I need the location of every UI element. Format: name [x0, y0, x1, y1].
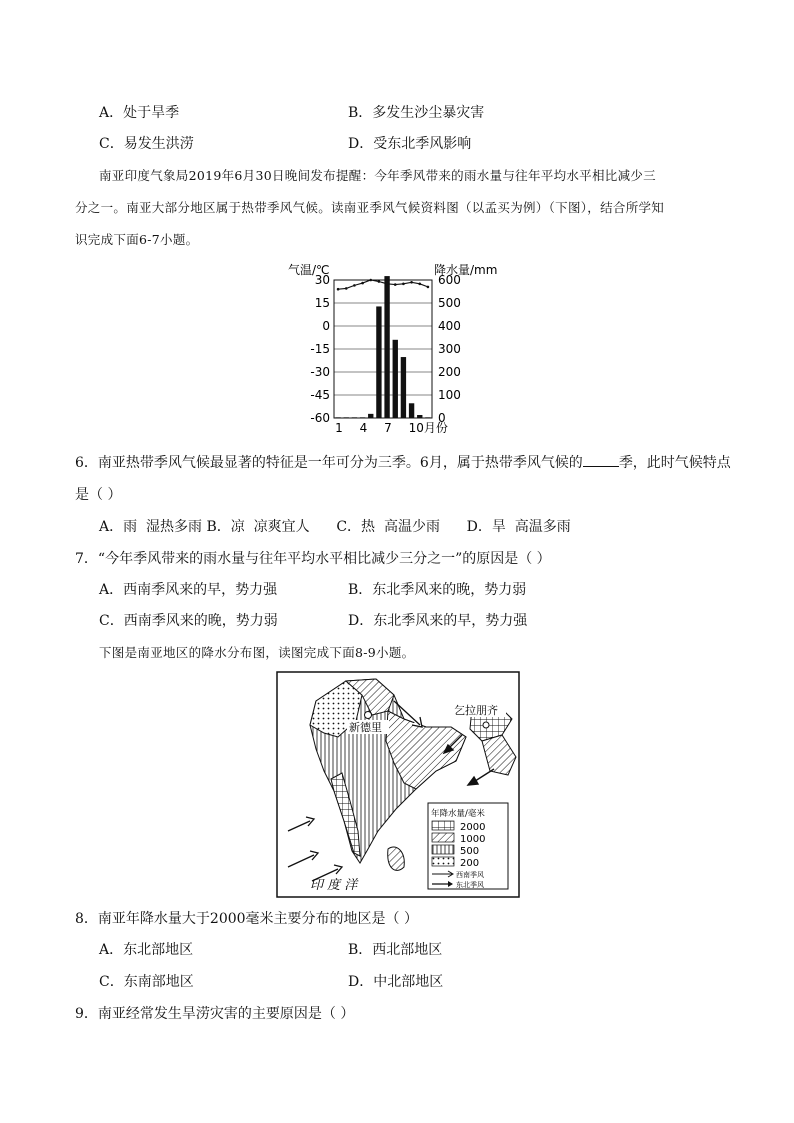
chart-x-tick: 1 — [335, 421, 343, 435]
chart-left-axis-label: 气温/℃ — [288, 263, 330, 277]
legend-200: 200 — [460, 858, 480, 869]
precipitation-bar — [360, 417, 365, 418]
chart-right-tick: 100 — [438, 388, 461, 402]
chart-left-tick: -45 — [310, 388, 330, 402]
chart-right-axis-label: 降水量/mm — [434, 263, 498, 277]
temperature-point — [353, 284, 356, 287]
temperature-point — [378, 280, 381, 283]
q5-option-b: B．多发生沙尘暴灾害 — [348, 105, 485, 121]
temperature-point — [427, 286, 430, 289]
precipitation-bar — [401, 357, 406, 418]
chart-left-tick: -30 — [310, 365, 330, 379]
chart-left-tick: -60 — [310, 411, 330, 425]
q8-option-c: C．东南部地区 — [99, 974, 194, 990]
intro-line-3: 识完成下面6-7小题。 — [75, 232, 199, 247]
chart-x-tick: 4 — [359, 421, 368, 435]
legend-sw-monsoon: 西南季风 — [456, 871, 484, 879]
precipitation-bar — [393, 340, 398, 418]
intro-line-2: 分之一。南亚大部分地区属于热带季风气候。读南亚季风气候资料图（以孟买为例）（下图），结合所学知 — [75, 200, 665, 215]
climate-chart — [282, 258, 512, 438]
q9-stem: 9．南亚经常发生旱涝灾害的主要原因是（ ） — [75, 1006, 355, 1022]
precipitation-bar — [376, 306, 381, 418]
city-cherrapunji-marker — [483, 722, 489, 728]
legend-1000: 1000 — [460, 834, 486, 845]
q7-stem: 7．“今年季风带来的雨水量与往年平均水平相比减少三分之一”的原因是（ ） — [75, 551, 551, 567]
intro-8-9: 下图是南亚地区的降水分布图，读图完成下面8-9小题。 — [99, 645, 415, 660]
precipitation-bar — [409, 403, 414, 418]
temperature-point — [369, 279, 372, 282]
precipitation-bar — [368, 414, 373, 418]
precipitation-bar — [417, 415, 422, 418]
city-new-delhi-marker — [365, 712, 372, 719]
temperature-point — [361, 282, 364, 285]
precipitation-bar — [425, 417, 430, 418]
intro-line-1: 南亚印度气象局2019年6月30日晚间发布提醒：今年季风带来的雨水量与往年平均水平相比减少三 — [99, 168, 656, 183]
chart-right-tick: 600 — [438, 273, 461, 287]
chart-right-tick: 300 — [438, 342, 461, 356]
precipitation-bar — [352, 417, 357, 418]
q7-option-a: A．西南季风来的早，势力强 — [99, 582, 278, 598]
q5-option-a: A．处于旱季 — [99, 105, 180, 121]
chart-left-tick: 15 — [314, 296, 330, 310]
city-cherrapunji-label: 乞拉朋齐 — [454, 704, 498, 717]
ocean-label: 印 度 洋 — [310, 878, 358, 893]
temperature-point — [394, 283, 397, 286]
q6-stem-pre: 6．南亚热带季风气候最显著的特征是一年可分为三季。6月，属于热带季风气候的 — [75, 455, 583, 471]
q8-option-a: A．东北部地区 — [99, 942, 194, 958]
temperature-point — [402, 283, 405, 286]
q6-stem-post: 季，此时气候特点 — [618, 455, 731, 471]
temperature-line — [338, 280, 428, 289]
chart-right-tick: 400 — [438, 319, 461, 333]
q5-option-d: D．受东北季风影响 — [348, 136, 472, 152]
q8-option-d: D．中北部地区 — [348, 974, 444, 990]
q7-option-c: C．西南季风来的晚，势力弱 — [99, 613, 278, 629]
q6-stem-line-1 — [75, 452, 731, 472]
legend-ne-monsoon: 东北季风 — [456, 881, 484, 889]
temperature-point — [418, 283, 421, 286]
precipitation-bar — [335, 417, 340, 418]
q6-answer-blank[interactable] — [583, 454, 619, 467]
q7-option-d: D．东北季风来的早，势力强 — [348, 613, 528, 629]
chart-x-tick: 7 — [384, 421, 392, 435]
city-new-delhi-label: 新德里 — [349, 721, 382, 734]
temperature-point — [386, 283, 389, 286]
q7-option-b: B．东北季风来的晚，势力弱 — [348, 582, 527, 598]
precipitation-bar — [344, 417, 349, 418]
q6-options: A．雨 湿热多雨 B．凉 凉爽宜人 C．热 高温少雨 D．旱 高温多雨 — [99, 519, 571, 535]
chart-left-tick: 0 — [322, 319, 330, 333]
chart-left-tick: -15 — [310, 342, 330, 356]
precipitation-bar — [384, 276, 389, 418]
map-legend — [428, 803, 508, 889]
chart-right-tick: 200 — [438, 365, 461, 379]
temperature-point — [337, 288, 340, 291]
q6-stem-line-2: 是（ ） — [75, 487, 122, 503]
chart-x-tick: 10月份 — [408, 421, 448, 435]
chart-left-tick: 30 — [314, 273, 330, 287]
legend-2000: 2000 — [460, 822, 486, 833]
precipitation-map — [276, 671, 520, 898]
q8-option-b: B．西北部地区 — [348, 942, 443, 958]
q8-stem: 8．南亚年降水量大于2000毫米主要分布的地区是（ ） — [75, 911, 418, 927]
temperature-point — [410, 281, 413, 284]
legend-500: 500 — [460, 846, 480, 857]
chart-right-tick: 0 — [438, 411, 446, 425]
chart-right-tick: 500 — [438, 296, 461, 310]
legend-title: 年降水量/毫米 — [431, 809, 485, 819]
temperature-point — [345, 287, 348, 290]
q5-option-c: C．易发生洪涝 — [99, 136, 194, 152]
